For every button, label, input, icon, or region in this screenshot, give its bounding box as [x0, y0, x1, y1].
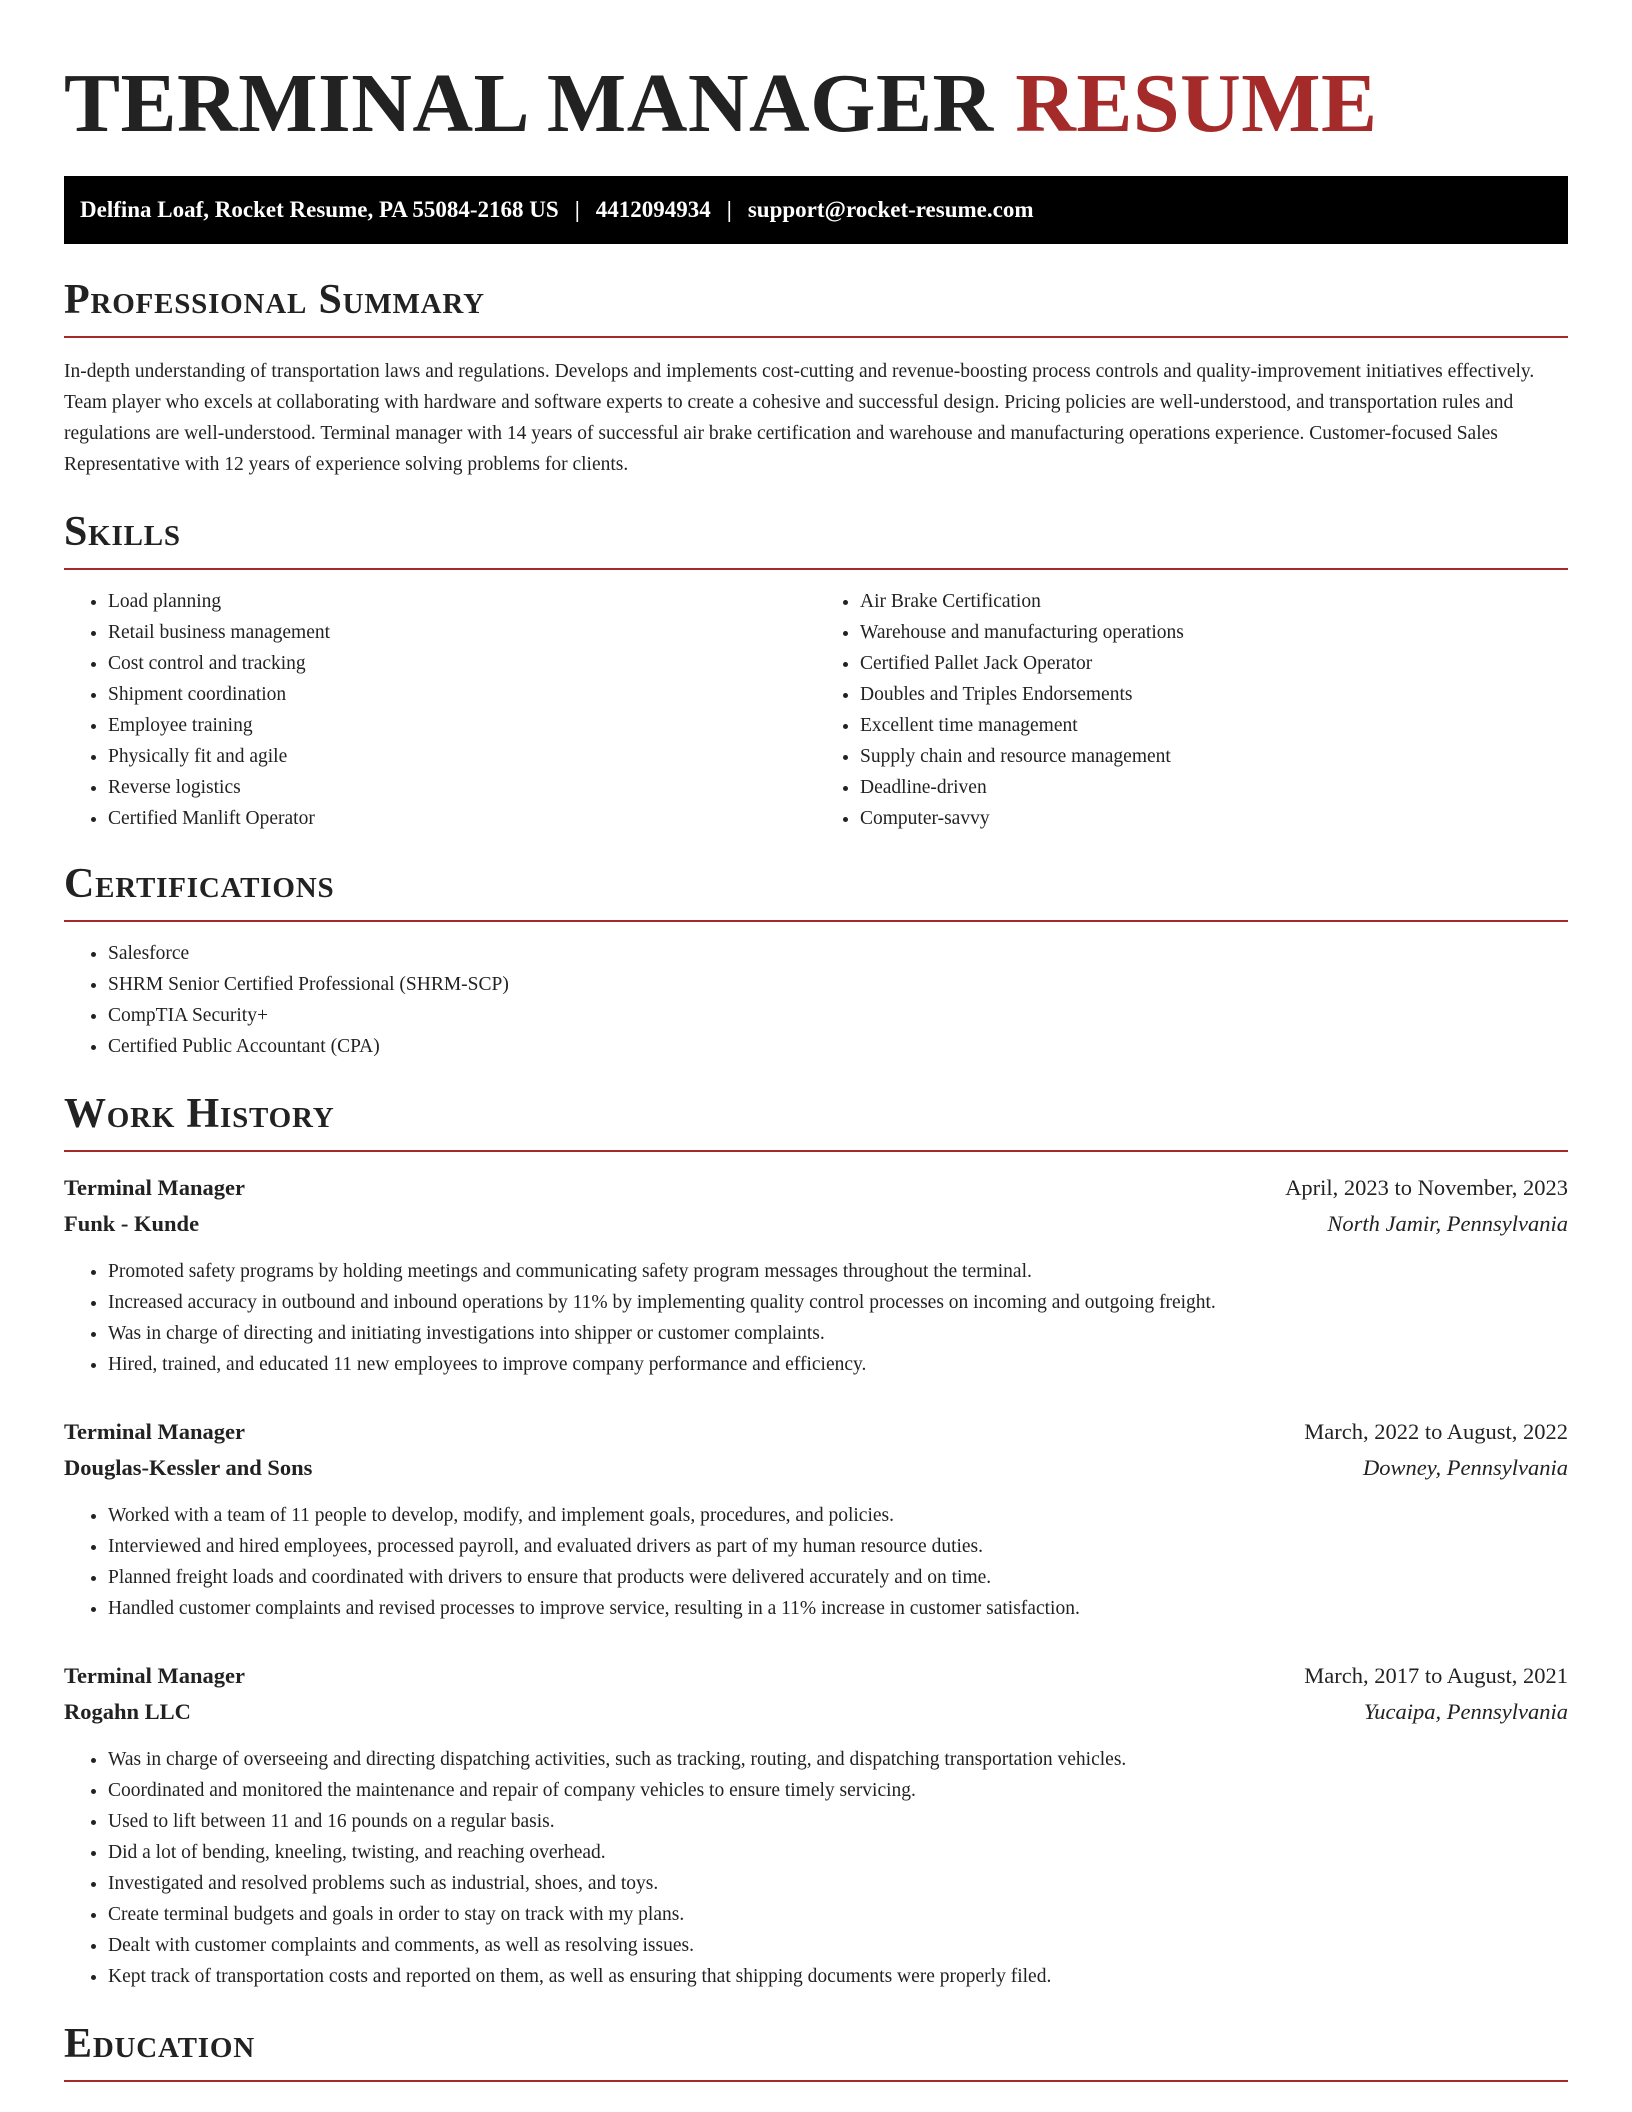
job-bullet: • Dealt with customer complaints and comments, as well as resolving issues. [108, 1930, 1568, 1961]
skill-item: • Certified Manlift Operator [108, 803, 816, 834]
job-bullet: • Worked with a team of 11 people to develop, modify, and implement goals, procedures, and policies. [108, 1500, 1568, 1531]
job-bullets [64, 1744, 1568, 1992]
job-bullets [64, 1256, 1568, 1380]
job-bullet: • Increased accuracy in outbound and inbound operations by 11% by implementing quality control processes on incoming and outgoing freight. [108, 1287, 1568, 1318]
skills-list-left [64, 586, 816, 834]
job-company: Douglas-Kessler and Sons [64, 1455, 313, 1480]
certifications-section [64, 858, 1568, 1062]
certification-item: • Certified Public Accountant (CPA) [108, 1031, 1568, 1062]
skill-item: • Air Brake Certification [860, 586, 1568, 617]
contact-separator: | [574, 197, 580, 222]
section-divider [64, 920, 1568, 922]
contact-separator: | [726, 197, 732, 222]
certification-item: • SHRM Senior Certified Professional (SHRM-SCP) [108, 969, 1568, 1000]
job-bullet: • Investigated and resolved problems such as industrial, shoes, and toys. [108, 1868, 1568, 1899]
job-entry [64, 1658, 1568, 1992]
job-company-row [64, 1450, 1568, 1486]
skill-item: • Computer-savvy [860, 803, 1568, 834]
skill-item: • Certified Pallet Jack Operator [860, 648, 1568, 679]
work-history-heading: Work History [64, 1091, 335, 1137]
summary-text: In-depth understanding of transportation laws and regulations. Develops and implements cost-cutting and revenue-boosting process controls and quality-improvement initiatives effectively. Team player who excels at collaborating with hardware and software experts to create a cohesive and successful design. Pricing policies are well-understood, and transportation rules and regulations are well-understood. Terminal manager with 14 years of successful air brake certification and warehouse and manufacturing operations experience. Customer-focused Sales Representative with 12 years of experience solving problems for clients. [64, 361, 1535, 475]
work-history-section [64, 1088, 1568, 1992]
job-bullet: • Create terminal budgets and goals in order to stay on track with my plans. [108, 1899, 1568, 1930]
job-title: Terminal Manager [64, 1663, 246, 1688]
certifications-heading: Certifications [64, 861, 335, 907]
certification-item: • Salesforce [108, 938, 1568, 969]
job-location: Downey, Pennsylvania [1363, 1455, 1568, 1480]
title-main: TERMINAL MANAGER [64, 57, 994, 150]
title-accent: RESUME [1015, 57, 1378, 150]
education-section [64, 2018, 1568, 2082]
contact-address: Delfina Loaf, Rocket Resume, PA 55084-2168 US [80, 197, 559, 222]
skills-columns [64, 570, 1568, 834]
job-bullet: • Did a lot of bending, kneeling, twisting, and reaching overhead. [108, 1837, 1568, 1868]
job-bullet: • Hired, trained, and educated 11 new employees to improve company performance and efficiency. [108, 1349, 1568, 1380]
job-dates: March, 2022 to August, 2022 [1304, 1419, 1568, 1444]
skills-list-right [816, 586, 1568, 834]
certifications-list [64, 938, 1568, 1062]
job-bullet: • Kept track of transportation costs and reported on them, as well as ensuring that shipping documents were properly filed. [108, 1961, 1568, 1992]
resume-title [64, 58, 1568, 150]
skill-item: • Supply chain and resource management [860, 741, 1568, 772]
skill-item: • Retail business management [108, 617, 816, 648]
contact-phone[interactable]: 4412094934 [595, 197, 711, 222]
skill-item: • Reverse logistics [108, 772, 816, 803]
job-location: Yucaipa, Pennsylvania [1363, 1699, 1568, 1724]
job-bullet: • Planned freight loads and coordinated with drivers to ensure that products were delivered accurately and on time. [108, 1562, 1568, 1593]
contact-bar [64, 176, 1568, 244]
job-bullet: • Was in charge of overseeing and directing dispatching activities, such as tracking, routing, and dispatching transportation vehicles. [108, 1744, 1568, 1775]
job-bullet: • Used to lift between 11 and 16 pounds on a regular basis. [108, 1806, 1568, 1837]
summary-heading: Professional Summary [64, 277, 485, 323]
certification-item: • CompTIA Security+ [108, 1000, 1568, 1031]
job-header-row [64, 1414, 1568, 1450]
contact-email[interactable]: support@rocket-resume.com [747, 197, 1034, 222]
job-company: Funk - Kunde [64, 1211, 200, 1236]
skills-section [64, 506, 1568, 834]
job-bullet: • Interviewed and hired employees, processed payroll, and evaluated drivers as part of my human resource duties. [108, 1531, 1568, 1562]
skill-item: • Excellent time management [860, 710, 1568, 741]
resume-page [64, 0, 1568, 2082]
job-dates: April, 2023 to November, 2023 [1285, 1175, 1568, 1200]
skills-heading: Skills [64, 509, 181, 555]
skill-item: • Load planning [108, 586, 816, 617]
job-bullet: • Handled customer complaints and revised processes to improve service, resulting in a 11% increase in customer satisfaction. [108, 1593, 1568, 1624]
job-company-row [64, 1694, 1568, 1730]
section-divider [64, 336, 1568, 338]
skill-item: • Deadline-driven [860, 772, 1568, 803]
job-location: North Jamir, Pennsylvania [1327, 1211, 1568, 1236]
job-company-row [64, 1206, 1568, 1242]
job-entry [64, 1414, 1568, 1624]
skill-item: • Shipment coordination [108, 679, 816, 710]
job-entry [64, 1170, 1568, 1380]
job-bullet: • Was in charge of directing and initiating investigations into shipper or customer complaints. [108, 1318, 1568, 1349]
skill-item: • Doubles and Triples Endorsements [860, 679, 1568, 710]
job-title: Terminal Manager [64, 1419, 246, 1444]
skill-item: • Physically fit and agile [108, 741, 816, 772]
job-bullet: • Promoted safety programs by holding meetings and communicating safety program messages throughout the terminal. [108, 1256, 1568, 1287]
skill-item: • Warehouse and manufacturing operations [860, 617, 1568, 648]
education-heading: Education [64, 2021, 255, 2067]
job-header-row [64, 1170, 1568, 1206]
job-bullets [64, 1500, 1568, 1624]
job-company: Rogahn LLC [64, 1699, 191, 1724]
section-divider [64, 2080, 1568, 2082]
skill-item: • Employee training [108, 710, 816, 741]
section-divider [64, 1150, 1568, 1152]
skill-item: • Cost control and tracking [108, 648, 816, 679]
job-dates: March, 2017 to August, 2021 [1304, 1663, 1568, 1688]
job-header-row [64, 1658, 1568, 1694]
job-title: Terminal Manager [64, 1175, 246, 1200]
summary-section [64, 274, 1568, 480]
job-bullet: • Coordinated and monitored the maintenance and repair of company vehicles to ensure timely servicing. [108, 1775, 1568, 1806]
